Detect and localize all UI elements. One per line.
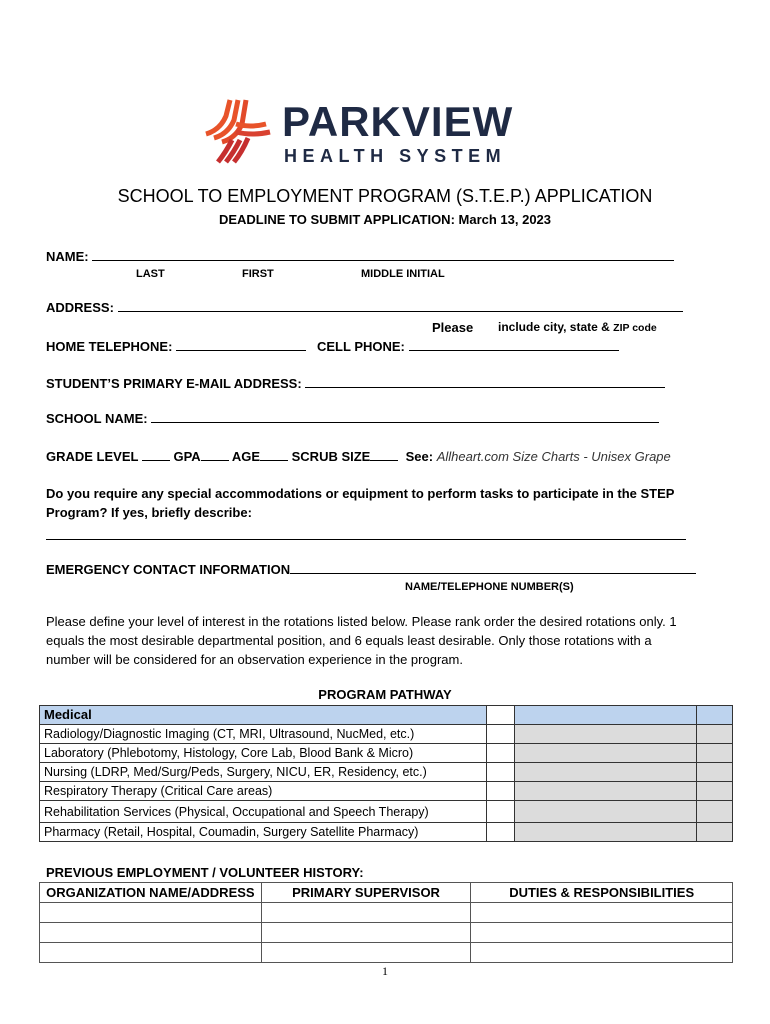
name-field[interactable] [46,249,674,264]
age-line[interactable] [260,449,288,461]
home-phone-field[interactable] [46,339,306,354]
previous-cell[interactable] [261,903,471,923]
brand-subname: HEALTH SYSTEM [284,146,507,166]
pathway-rank-input[interactable] [487,725,515,744]
pathway-row [40,725,733,744]
pathway-row [40,744,733,763]
previous-row [40,943,733,963]
pathway-rank-input[interactable] [487,823,515,842]
pathway-row-label: Laboratory (Phlebotomy, Histology, Core Lab, Blood Bank & Micro) [40,744,487,763]
col-supervisor: PRIMARY SUPERVISOR [261,883,471,903]
name-label: NAME: [46,249,89,264]
accommodations-line[interactable] [46,528,686,540]
grade-line[interactable] [142,449,170,461]
scrub-line[interactable] [370,449,398,461]
previous-header-row [40,883,733,903]
address-field[interactable] [46,300,683,315]
pathway-row [40,782,733,801]
previous-row [40,903,733,923]
previous-cell[interactable] [471,903,733,923]
pathway-row-label: Nursing (LDRP, Med/Surg/Peds, Surgery, NICU, ER, Residency, etc.) [40,763,487,782]
email-field[interactable] [46,376,665,391]
grade-label: GRADE LEVEL [46,449,139,464]
pathway-row [40,763,733,782]
address-note-please: Please [432,320,474,335]
emergency-label: EMERGENCY CONTACT INFORMATION [46,562,291,577]
address-note-include: include city, state & ZIP code [498,320,657,334]
pathway-cell [515,801,697,823]
pathway-table [39,705,733,842]
pathway-row-label: Rehabilitation Services (Physical, Occupational and Speech Therapy) [40,801,487,823]
cell-phone-label: CELL PHONE: [317,339,405,354]
age-label: AGE [231,449,260,464]
school-field[interactable] [46,411,659,426]
pathway-cell [697,725,733,744]
cell-phone-field[interactable] [317,339,619,354]
home-phone-line[interactable] [176,339,306,351]
accommodations-question-1: Do you require any special accommodations or equipment to perform tasks to participate in the STEP [46,486,675,501]
school-line[interactable] [151,411,659,423]
pathway-row-label: Radiology/Diagnostic Imaging (CT, MRI, Ultrasound, NucMed, etc.) [40,725,487,744]
previous-cell[interactable] [471,943,733,963]
previous-employment-title: PREVIOUS EMPLOYMENT / VOLUNTEER HISTORY: [46,865,364,880]
pathway-cell [697,782,733,801]
previous-row [40,923,733,943]
gpa-label: GPA [173,449,201,464]
cell-phone-line[interactable] [409,339,619,351]
previous-cell[interactable] [471,923,733,943]
accommodations-question-2: Program? If yes, briefly describe: [46,505,252,520]
see-label: See: [405,449,434,464]
email-label: STUDENT’S PRIMARY E-MAIL ADDRESS: [46,376,302,391]
pathway-rank-input[interactable] [487,782,515,801]
pathway-cell [515,744,697,763]
previous-cell[interactable] [40,943,262,963]
previous-employment-table [39,882,733,963]
pathway-header-cell [697,706,733,725]
pathway-rank-cell [487,706,515,725]
pathway-header-medical: Medical [40,706,487,725]
ranking-instructions: Please define your level of interest in the rotations listed below. Please rank order the desired rotations only. 1 equals the most desirable departmental position, and 6 equals least desirable. Only those rotations with a number will be considered for an observation experience in the program. [46,614,677,667]
pathway-rank-input[interactable] [487,744,515,763]
brand-name: PARKVIEW [282,98,514,145]
address-line[interactable] [118,300,683,312]
home-phone-label: HOME TELEPHONE: [46,339,173,354]
pathway-cell [697,763,733,782]
pathway-cell [515,725,697,744]
pathway-row-label: Pharmacy (Retail, Hospital, Coumadin, Surgery Satellite Pharmacy) [40,823,487,842]
gpa-line[interactable] [201,449,229,461]
pathway-row [40,823,733,842]
email-line[interactable] [305,376,665,388]
parkview-logo-icon [196,94,274,164]
address-label: ADDRESS: [46,300,114,315]
previous-cell[interactable] [261,943,471,963]
page-number: 1 [382,964,388,978]
size-chart-reference: Allheart.com Size Charts - Unisex Grape [436,449,671,464]
pathway-cell [697,823,733,842]
scrub-label: SCRUB SIZE [291,449,371,464]
pathway-rank-input[interactable] [487,763,515,782]
name-sub-middle: MIDDLE INITIAL [361,268,445,280]
col-organization: ORGANIZATION NAME/ADDRESS [40,883,262,903]
pathway-rank-input[interactable] [487,801,515,823]
pathway-header-cell [515,706,697,725]
document-title: SCHOOL TO EMPLOYMENT PROGRAM (S.T.E.P.) APPLICATION [117,186,653,206]
grade-row [46,449,671,464]
name-line[interactable] [92,249,674,261]
pathway-row [40,801,733,823]
pathway-cell [515,763,697,782]
pathway-cell [515,782,697,801]
emergency-field[interactable] [46,562,696,577]
school-label: SCHOOL NAME: [46,411,148,426]
pathway-row-label: Respiratory Therapy (Critical Care areas) [40,782,487,801]
name-sub-last: LAST [136,268,165,280]
name-sub-first: FIRST [242,268,274,280]
col-duties: DUTIES & RESPONSIBILITIES [471,883,733,903]
pathway-title: PROGRAM PATHWAY [318,687,452,702]
pathway-cell [697,801,733,823]
pathway-cell [697,744,733,763]
previous-cell[interactable] [261,923,471,943]
pathway-header-row [40,706,733,725]
previous-cell[interactable] [40,903,262,923]
emergency-line[interactable] [290,562,696,574]
emergency-sub: NAME/TELEPHONE NUMBER(S) [405,581,574,593]
previous-cell[interactable] [40,923,262,943]
deadline-text: DEADLINE TO SUBMIT APPLICATION: March 13, 2023 [218,212,552,227]
pathway-cell [515,823,697,842]
